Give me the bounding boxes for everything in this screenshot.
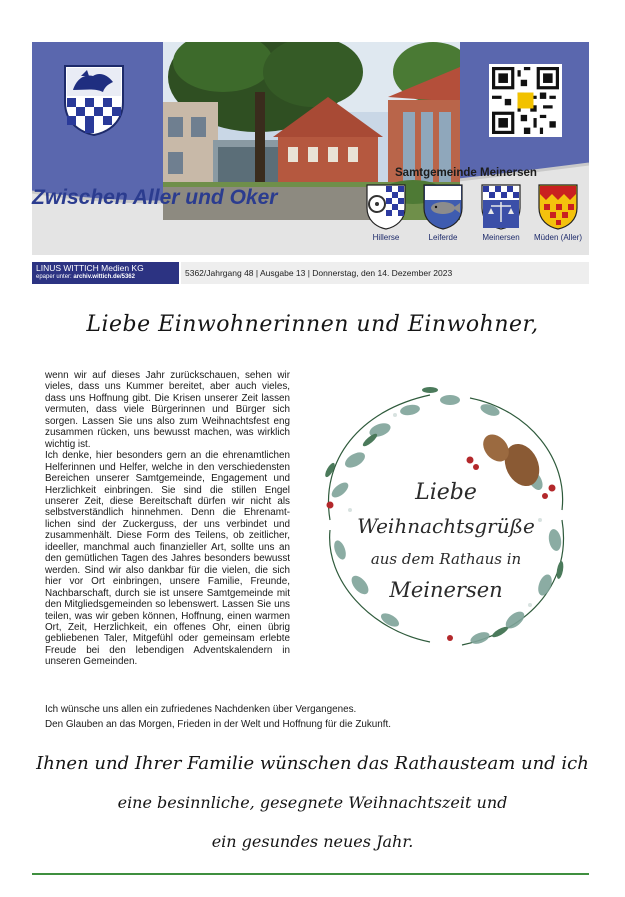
municipality-hillerse — [359, 184, 413, 242]
wreath-text-line: aus dem Rathaus in — [370, 550, 522, 568]
crest-label-meinersen: Meinersen — [482, 233, 520, 242]
leiferde-crest-icon — [423, 184, 463, 230]
region-title: Samtgemeinde Meinersen — [395, 167, 537, 179]
letter-paragraph: wenn wir auf dieses Jahr zurückschauen, sehen wir vieles, dass uns Kummer bereitet, aber auch vieles, dass uns Hoffnung gibt. Die Krisen unserer Zeit lassen vermuten, dass viele Bürgerinnen und Bürger sich sorgen. Lassen Sie uns also zum Weihnachtsfest eng zusammen rücken, uns bewusst machen, was wirklich wichtig ist. — [45, 370, 290, 450]
letter-paragraph: Ich denke, hier besonders gern an die ehrenamtlichen Helferinnen und Helfer, welche in den verschiedensten Bereichen unserer Samtgemeinde, Engagement und Herzlichkeit einbringen. Sie sind die stillen Engel unserer Zeit, diese Bereitschaft dürfen wir nicht als selbstverständlich hinnehmen. Denn die Ehrenamtlichen sind der Zuckerguss, der uns verbindet und zusammenhält. Diese Form des Teilens, ob zeitlicher, ideeller, manchmal auch finanzieller Art, sollte uns an den gemütlichen Tagen des Jahres besonders bewusst werden. Sind wir also dankbar für die vielen, die sich hier vor Ort einbringen, unsere Familie, Freunde, Nachbarschaft, durch sie ist unsere Samtgemeinde mit den Mitgliedsgemeinden so lebenswert. Lassen Sie uns teilen, was wir geben können, Hoffnung, einen warmen Ort, Zeit, Herzlichkeit, ein offenes Ohr, einen übrig gebliebenen Taler, Mitgefühl oder gemeinsam erlebte Freude bei den lebendigen Adventskalendern in unseren Gemeinden. — [45, 450, 290, 668]
footer-divider — [32, 873, 589, 875]
newspaper-title: Zwischen Aller und Oker — [32, 186, 278, 209]
meinersen-crest-icon — [481, 184, 521, 230]
municipality-mueden — [531, 184, 585, 242]
closing-line: eine besinnliche, gesegnete Weihnachtszeit und — [117, 793, 508, 812]
epaper-url-line — [36, 273, 175, 281]
greeting-heading: Liebe Einwohnerinnen und Einwohner, — [86, 312, 539, 337]
crest-label-mueden: Müden (Aller) — [533, 233, 582, 242]
mueden-crest-icon — [538, 184, 578, 230]
letter-line: Den Glauben an das Morgen, Frieden in der Welt und Hoffnung für die Zukunft. — [45, 718, 392, 730]
publisher-box — [32, 262, 179, 284]
epaper-label: epaper unter: — [36, 274, 72, 280]
crest-label-hillerse: Hillerse — [372, 233, 400, 242]
christmas-wreath-image — [300, 370, 592, 670]
wreath-text-line: Liebe — [415, 480, 477, 505]
hillerse-crest-icon — [366, 184, 406, 230]
wreath-text-line: Meinersen — [389, 578, 503, 602]
letter-line: Ich wünsche uns allen ein zufriedenes Nachdenken über Vergangenes. — [45, 704, 357, 715]
letter-body — [45, 370, 290, 668]
letter-closing-lines — [45, 703, 605, 733]
issue-info: 5362/Jahrgang 48 | Ausgabe 13 | Donnerstag, den 14. Dezember 2023 — [181, 262, 589, 284]
municipality-crests — [359, 184, 585, 254]
header-banner — [32, 42, 589, 255]
samtgemeinde-crest-icon — [63, 64, 125, 136]
municipality-meinersen — [474, 184, 528, 242]
wreath-text-line: Weihnachtsgrüße — [357, 514, 535, 538]
epaper-link[interactable]: archiv.wittich.de/5362 — [73, 274, 135, 280]
crest-label-leiferde: Leiferde — [428, 233, 458, 242]
municipality-leiferde — [416, 184, 470, 242]
closing-line: Ihnen und Ihrer Familie wünschen das Rathausteam und ich — [36, 753, 589, 774]
closing-line: ein gesundes neues Jahr. — [211, 832, 414, 851]
publisher-name: LINUS WITTICH Medien KG — [36, 263, 144, 273]
qr-code — [489, 64, 562, 137]
